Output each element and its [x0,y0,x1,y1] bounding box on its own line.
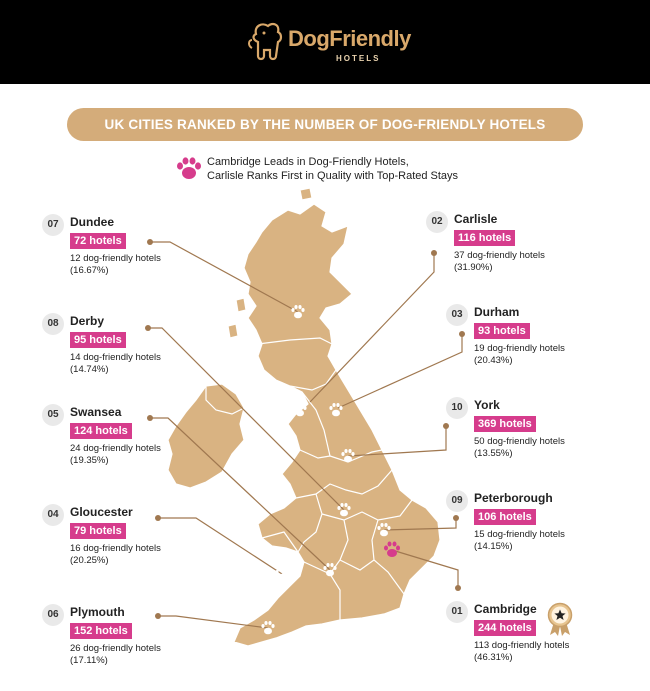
hotels-badge: 124 hotels [70,423,132,439]
city-name: Swansea [70,405,122,419]
dog-friendly-percent: (31.90%) [454,262,493,273]
rank-badge: 02 [426,211,448,233]
hotels-badge: 106 hotels [474,509,536,525]
hotels-badge: 95 hotels [70,332,126,348]
dog-friendly-count: 113 dog-friendly hotels [474,640,570,651]
rank-badge: 05 [42,404,64,426]
hotels-badge: 93 hotels [474,323,530,339]
dog-friendly-percent: (14.15%) [474,541,513,552]
dog-friendly-count: 12 dog-friendly hotels [70,253,161,264]
hotels-badge: 244 hotels [474,620,536,636]
rank-badge: 06 [42,604,64,626]
logo-wordmark: DogFriendly [288,26,411,51]
hotels-badge: 72 hotels [70,233,126,249]
dog-friendly-percent: (13.55%) [474,448,513,459]
rank-badge: 01 [446,601,468,623]
city-name: York [474,398,500,412]
uk-landmass [168,188,440,646]
dog-friendly-count: 26 dog-friendly hotels [70,643,161,654]
rank-badge: 07 [42,214,64,236]
dog-friendly-percent: (46.31%) [474,652,513,663]
rank-badge: 03 [446,304,468,326]
rank-badge: 09 [446,490,468,512]
dog-friendly-count: 50 dog-friendly hotels [474,436,565,447]
medal-icon [546,602,574,636]
city-name: Durham [474,305,520,319]
city-name: Dundee [70,215,115,229]
rank-badge: 08 [42,313,64,335]
dog-friendly-percent: (19.35%) [70,455,109,466]
hotels-badge: 152 hotels [70,623,132,639]
dog-friendly-count: 16 dog-friendly hotels [70,543,161,554]
subtitle-line-1: Cambridge Leads in Dog-Friendly Hotels, [207,156,409,168]
subtitle-line-2: Carlisle Ranks First in Quality with Top-Rated Stays [207,170,459,182]
dog-friendly-count: 14 dog-friendly hotels [70,352,161,363]
logo-subtext: HOTELS [336,54,381,63]
page-title: UK CITIES RANKED BY THE NUMBER OF DOG-FRIENDLY HOTELS [67,108,583,141]
city-name: Derby [70,314,105,328]
dog-friendly-count: 15 dog-friendly hotels [474,529,565,540]
dog-friendly-count: 19 dog-friendly hotels [474,343,565,354]
city-name: Plymouth [70,605,125,619]
dog-friendly-percent: (14.74%) [70,364,109,375]
city-name: Gloucester [70,505,133,519]
dog-friendly-count: 24 dog-friendly hotels [70,443,161,454]
dog-friendly-percent: (20.25%) [70,555,109,566]
rank-badge: 04 [42,504,64,526]
city-name: Cambridge [474,602,537,616]
dog-friendly-percent: (16.67%) [70,265,109,276]
city-name: Peterborough [474,491,553,505]
city-name: Carlisle [454,212,498,226]
hotels-badge: 79 hotels [70,523,126,539]
hotels-badge: 369 hotels [474,416,536,432]
dog-friendly-percent: (17.11%) [70,655,108,666]
hotels-badge: 116 hotels [454,230,515,246]
rank-badge: 10 [446,397,468,419]
dog-friendly-count: 37 dog-friendly hotels [454,250,545,261]
dog-friendly-percent: (20.43%) [474,355,513,366]
